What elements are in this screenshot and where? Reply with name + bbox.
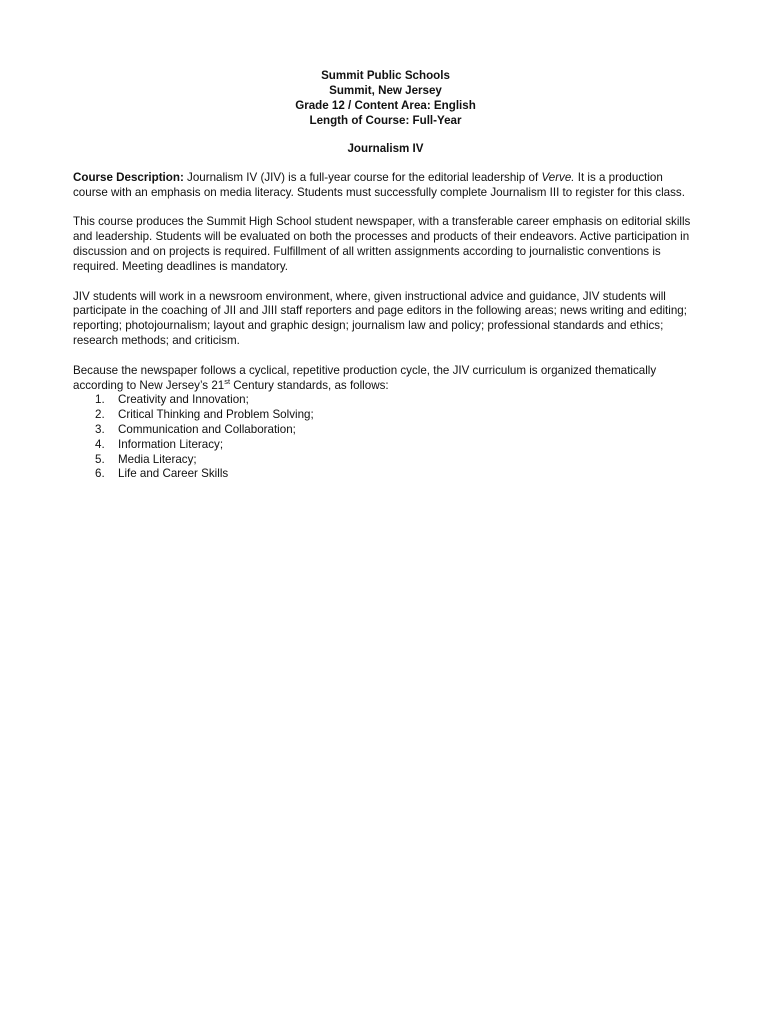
standards-list [73, 393, 698, 482]
standards-list-item [73, 423, 698, 438]
publication-name: Verve. [541, 170, 575, 184]
newsroom-paragraph: JIV students will work in a newsroom environment, where, given instructional advice and guidance, JIV students will participate in the coaching of JII and JIII staff reporters and page editors in the following areas; news writing and editing; reporting; photojournalism; layout and graphic design; journalism law and policy; professional standards and ethics; research methods; and criticism. [73, 289, 687, 347]
curriculum-text-before: Because the newspaper follows a cyclical, repetitive production cycle, the JIV curriculum is organized thematically according to New Jersey’s 21 [73, 363, 657, 392]
header-school-name: Summit Public Schools [321, 69, 450, 82]
list-item-label: Information Literacy; [118, 437, 224, 451]
header-grade-content-area: Grade 12 / Content Area: English [295, 99, 476, 112]
course-description-text-after: It is a production course with an emphasis on media literacy. Students must successfully complete Journalism III to register for this class. [73, 170, 685, 199]
course-description-paragraph [73, 171, 698, 201]
list-item-label: Critical Thinking and Problem Solving; [118, 408, 314, 422]
list-item-number: 5. [95, 452, 105, 466]
list-item-number: 6. [95, 467, 105, 481]
header-course-length: Length of Course: Full-Year [309, 114, 462, 127]
document-header [73, 69, 698, 129]
standards-list-item [73, 453, 698, 468]
standards-list-item [73, 467, 698, 482]
header-location: Summit, New Jersey [329, 84, 442, 97]
newspaper-paragraph: This course produces the Summit High School student newspaper, with a transferable career emphasis on editorial skills and leadership. Students will be evaluated on both the processes and products of their endeavors. Active participation in discussion and on projects is required. Fulfillment of all written assignments according to journalistic conventions is required. Meeting deadlines is mandatory. [73, 215, 691, 273]
list-item-label: Creativity and Innovation; [118, 393, 249, 407]
course-title: Journalism IV [347, 142, 424, 155]
standards-list-item [73, 408, 698, 423]
curriculum-text-after: Century standards, as follows: [230, 378, 389, 392]
course-description-label: Course Description: [73, 170, 184, 184]
curriculum-paragraph [73, 364, 698, 394]
ordinal-superscript: st [224, 376, 231, 386]
standards-list-item [73, 438, 698, 453]
list-item-number: 2. [95, 408, 105, 422]
list-item-label: Media Literacy; [118, 452, 197, 466]
list-item-label: Communication and Collaboration; [118, 422, 296, 436]
document-content [73, 69, 698, 482]
list-item-number: 4. [95, 437, 105, 451]
list-item-number: 3. [95, 422, 105, 436]
list-item-label: Life and Career Skills [118, 467, 229, 481]
standards-list-item [73, 393, 698, 408]
course-description-text-before: Journalism IV (JIV) is a full-year course for the editorial leadership of [183, 170, 542, 184]
list-item-number: 1. [95, 393, 105, 407]
